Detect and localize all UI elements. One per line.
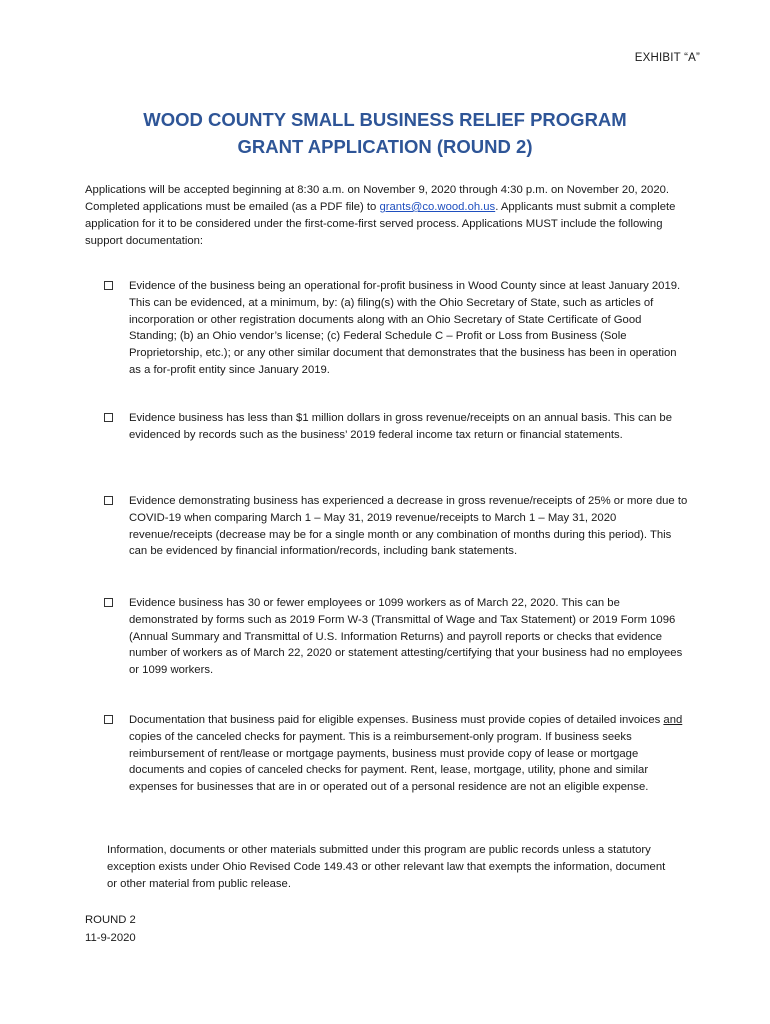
requirement-text: Evidence demonstrating business has experienced a decrease in gross revenue/receipts of 25% or more due to COVID-19 when comparing March 1 – May 31, 2019 revenue/receipts to March 1 – May 31, 2020 revenue/receipts (decrease may be for a single month or any combination of months during this period). This can be evidenced by financial information/records, including bank statements. bbox=[129, 495, 688, 558]
requirement-checkbox[interactable] bbox=[104, 496, 113, 505]
requirement-checkbox[interactable] bbox=[104, 413, 113, 422]
requirement-text: Evidence business has 30 or fewer employees or 1099 workers as of March 22, 2020. This can be demonstrated by forms such as 2019 Form W-3 (Transmittal of Wage and Tax Statement) or 2019 Form 1096 (Annual Summary and Transmittal of U.S. Information Returns) and payroll reports or checks that evidence number of workers as of March 22, 2020 or statement attesting/certifying that your business had no employees or 1099 workers. bbox=[129, 597, 683, 677]
title-line-2: GRANT APPLICATION (ROUND 2) bbox=[237, 136, 533, 157]
public-records-notice: Information, documents or other materials submitted under this program are public records unless a statutory exception exists under Ohio Revised Code 149.43 or other relevant law that exempts the information, document or other material from public release. bbox=[107, 844, 666, 890]
title-line-1: WOOD COUNTY SMALL BUSINESS RELIEF PROGRAM bbox=[143, 109, 627, 130]
intro-text-after-link: . Applicants must submit a complete application for it to be considered under the first-come-first served process. Applications MUST include the following support documentation: bbox=[85, 201, 676, 247]
footer-round: ROUND 2 bbox=[85, 914, 136, 926]
requirement-checkbox[interactable] bbox=[104, 598, 113, 607]
grants-email-link[interactable]: grants@co.wood.oh.us bbox=[379, 201, 496, 213]
requirement-item-revenue-decrease bbox=[104, 493, 689, 560]
footer-date: 11-9-2020 bbox=[85, 932, 136, 944]
requirement-text-after: copies of the canceled checks for payment. This is a reimbursement-only program. If business seeks reimbursement of rent/lease or mortgage payments, business must provide copy of lease or mortgage documents and copies of canceled checks for payment. Rent, lease, mortgage, utility, phone and similar expenses for businesses that are in or operated out of a personal residence are not an eligible expense. bbox=[129, 730, 649, 794]
footer bbox=[85, 911, 136, 947]
requirement-text-before: Documentation that business paid for eligible expenses. Business must provide copies of detailed invoices bbox=[129, 714, 664, 726]
requirement-checkbox[interactable] bbox=[104, 715, 113, 724]
requirement-item-operational-evidence bbox=[104, 278, 689, 379]
intro-text-before-link: Applications will be accepted beginning at 8:30 a.m. on November 9, 2020 through 4:30 p.m. on November 20, 2020. Completed applications must be emailed (as a PDF file) to bbox=[85, 184, 670, 213]
document-title bbox=[0, 106, 770, 160]
requirement-checkbox[interactable] bbox=[104, 281, 113, 290]
requirement-text bbox=[129, 712, 689, 796]
requirement-text: Evidence business has less than $1 million dollars in gross revenue/receipts on an annual basis. This can be evidenced by records such as the business’ 2019 federal income tax return or financial statements. bbox=[129, 412, 672, 441]
exhibit-label: EXHIBIT “A” bbox=[634, 52, 700, 64]
requirement-item-revenue-limit bbox=[104, 410, 689, 444]
intro-paragraph bbox=[85, 182, 685, 250]
requirement-text-underlined: and bbox=[663, 714, 683, 726]
requirement-item-eligible-expenses bbox=[104, 712, 689, 796]
requirement-item-employee-count bbox=[104, 595, 689, 679]
requirement-text: Evidence of the business being an operational for-profit business in Wood County since at least January 2019. This can be evidenced, at a minimum, by: (a) filing(s) with the Ohio Secretary of State, such as articles of incorporation or other registration documents along with an Ohio Secretary of State Certificate of Good Standing; (b) an Ohio vendor’s license; (c) Federal Schedule C – Profit or Loss from Business (Sole Proprietorship, etc.); or any other similar document that demonstrates that the business has been in operation as a for-profit entity since January 2019. bbox=[129, 280, 681, 376]
